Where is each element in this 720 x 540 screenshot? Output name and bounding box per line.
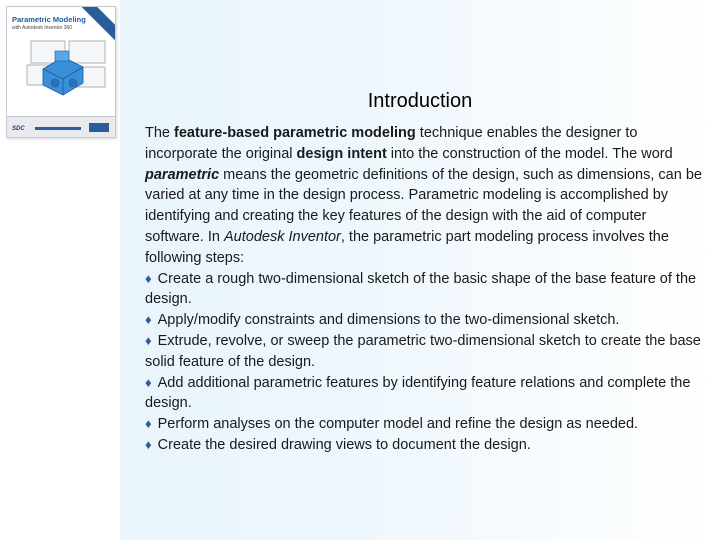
intro-text: , the parametric part modeling process involves the following steps: [145,228,669,266]
cover-subtitle: with Autodesk Inventor 360 [12,25,73,31]
bullet-text: Add additional parametric features by identifying feature relations and complete the design. [145,374,691,412]
bullet-text: Extrude, revolve, or sweep the parametric two-dimensional sketch to create the base solid feature of the design. [145,332,701,370]
diamond-bullet-icon: ♦ [145,436,152,452]
bullet-item [145,373,703,415]
slide-title: Introduction [367,90,473,112]
intro-text: The [145,125,175,141]
diamond-bullet-icon: ♦ [145,416,152,432]
bullet-text: Create a rough two-dimensional sketch of the basic shape of the base feature of the design. [145,270,697,308]
diamond-bullet-icon: ♦ [145,374,152,390]
intro-paragraph [145,123,703,269]
cover-badge [89,123,109,132]
bullet-text: Create the desired drawing views to document the design. [157,436,531,453]
bullet-item [145,435,703,456]
diamond-bullet-icon: ♦ [145,270,152,286]
diamond-bullet-icon: ♦ [145,332,152,348]
intro-text: technique enables the designer to incorporate the original [145,125,638,162]
diamond-bullet-icon: ♦ [145,312,152,328]
intro-bold-italic-term: parametric [145,166,220,183]
bullet-text: Perform analyses on the computer model and refine the design as needed. [157,416,639,433]
bullet-item [145,310,703,331]
publisher-logo: SDC [12,126,25,132]
intro-bold-term: feature-based parametric modeling [174,125,416,141]
bullet-item [145,414,703,435]
cover-footer-bar [35,127,81,130]
slide-body [145,123,703,456]
intro-text: into the construction of the model. The word [386,145,673,162]
cover-title: Parametric Modeling [12,15,86,24]
intro-bold-term: design intent [296,145,387,162]
intro-text: means the geometric definitions of the design, such as dimensions, can be varied at any time in the design process. Parametric modeling is accomplished by identifying and creating the key features of the design with the aid of computer software. In [145,166,702,245]
bullet-item [145,331,703,373]
bullet-text: Apply/modify constraints and dimensions to the two-dimensional sketch. [157,312,620,329]
book-cover-image [6,6,116,138]
cover-model-illustration [25,39,109,99]
bullet-item [145,269,703,311]
cover-ribbon [81,6,116,43]
intro-italic-term: Autodesk Inventor [223,228,341,245]
